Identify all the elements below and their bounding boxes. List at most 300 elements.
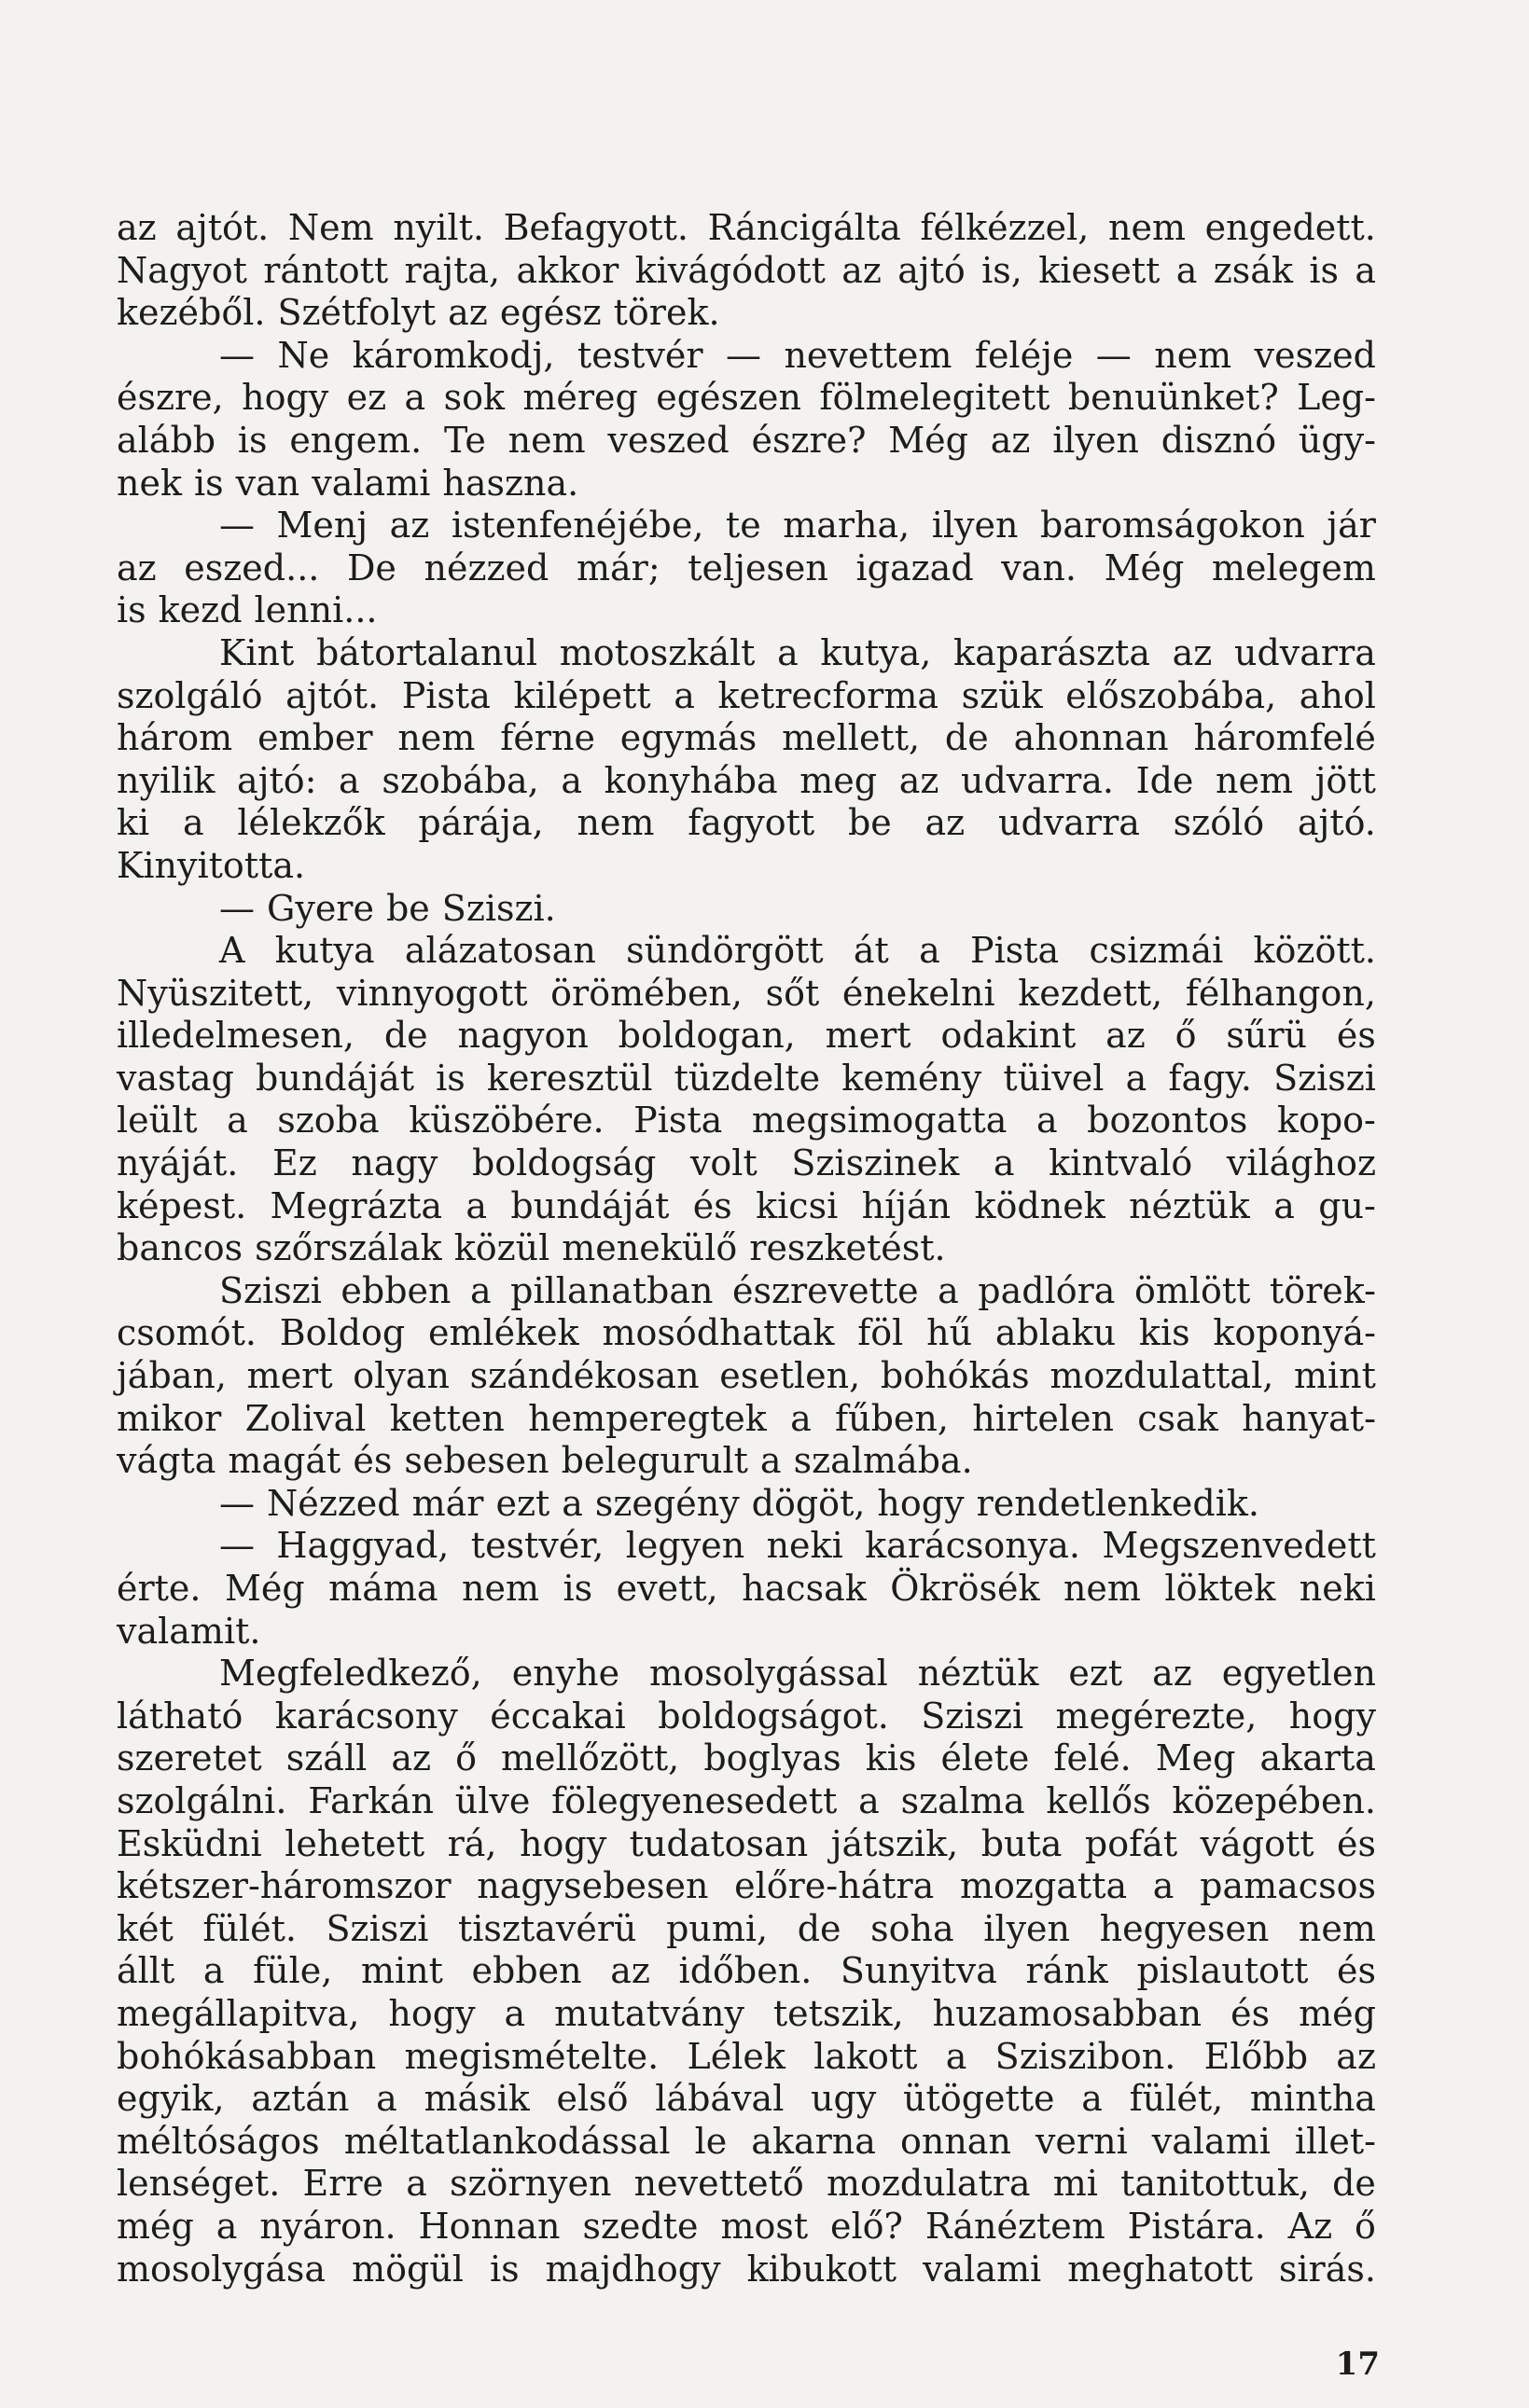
word: szőrszálak <box>255 1227 442 1269</box>
word: Az <box>1287 2205 1333 2247</box>
word: lakott <box>813 2035 918 2077</box>
word: ketten <box>389 1397 505 1439</box>
word: fűben, <box>835 1397 949 1439</box>
word: engedett. <box>1204 207 1376 248</box>
word: egészen <box>656 377 802 419</box>
word: énekelni <box>841 972 995 1014</box>
text-line <box>117 1823 1376 1866</box>
word: mutatvány <box>554 1992 744 2034</box>
word: nagy <box>351 1142 438 1184</box>
word: A <box>219 930 245 972</box>
word: Ránéztem <box>924 2205 1105 2247</box>
word: leült <box>117 1100 198 1142</box>
word: fölmelegitett <box>819 377 1050 419</box>
text-line <box>117 802 1376 845</box>
text-line <box>117 1355 1376 1398</box>
word: valami <box>923 2248 1042 2290</box>
word: az <box>448 292 488 334</box>
word: ahonnan <box>1013 717 1169 759</box>
word: emlékek <box>427 1312 579 1354</box>
word: megállapitva, <box>117 1992 360 2034</box>
word: érte. <box>117 1568 202 1609</box>
word: boldogságot. <box>658 1695 889 1737</box>
word: az <box>117 207 157 248</box>
word: mellett, <box>782 717 921 759</box>
word: Zolival <box>244 1397 367 1439</box>
word: szedte <box>582 2205 699 2247</box>
word: állt <box>117 1950 175 1992</box>
word: éccakai <box>490 1695 626 1737</box>
word: is <box>1309 249 1339 291</box>
word: Te <box>443 419 486 461</box>
word: dögöt, <box>751 1482 866 1524</box>
word: Még <box>888 419 968 461</box>
word: mert <box>246 1355 333 1397</box>
word: rajta, <box>404 249 501 291</box>
word: az <box>1172 631 1213 673</box>
word: hogy <box>520 1822 607 1864</box>
word: a <box>1036 1100 1058 1142</box>
word: pamacsos <box>1200 1865 1376 1907</box>
word: nem <box>577 802 655 844</box>
text-line <box>117 888 1376 931</box>
word: te <box>725 505 761 547</box>
word: Erre <box>302 2163 384 2205</box>
word: a <box>777 631 799 673</box>
word: rá, <box>447 1822 497 1864</box>
word: nem <box>397 717 476 759</box>
text-line <box>117 760 1376 803</box>
word: kaparászta <box>953 631 1150 673</box>
word: Nyüszitett, <box>117 972 314 1014</box>
word: kintvaló <box>1049 1142 1193 1184</box>
word: buta <box>980 1822 1063 1864</box>
word: hű <box>926 1312 973 1354</box>
word: padlóra <box>978 1269 1116 1311</box>
word: jában, <box>117 1355 227 1397</box>
word: már <box>411 1482 484 1524</box>
word: feléje <box>974 334 1074 376</box>
word: karácsony <box>274 1695 458 1737</box>
word: szörnyen <box>450 2163 612 2205</box>
word: megismételte. <box>404 2035 660 2077</box>
word: szalmába. <box>793 1440 973 1482</box>
word: Nem <box>287 207 374 248</box>
word: nem <box>1216 759 1294 801</box>
word: sűrü <box>1226 1015 1308 1057</box>
word: bundáját <box>256 1057 414 1099</box>
text-line <box>117 207 1376 250</box>
word: kopo- <box>1276 1100 1376 1142</box>
word: a <box>759 1440 782 1482</box>
word: ajtó: <box>237 759 317 801</box>
text-line <box>117 589 1376 632</box>
word: ajtó <box>897 249 966 291</box>
word: alább <box>117 419 216 461</box>
word: a <box>938 1269 959 1311</box>
word: nem <box>462 1568 540 1609</box>
word: a <box>1125 1057 1147 1099</box>
word: méreg <box>522 377 638 419</box>
word: nem <box>1298 1907 1376 1949</box>
word: fülét. <box>202 1907 297 1949</box>
word: Menj <box>276 505 368 547</box>
word: Ide <box>1135 759 1194 801</box>
text-line <box>117 1270 1376 1313</box>
word: szobába, <box>382 759 539 801</box>
word: illet- <box>1294 2120 1376 2162</box>
text-line <box>117 1398 1376 1441</box>
word: az <box>841 249 882 291</box>
word: kiesett <box>1038 249 1161 291</box>
word: mozdulattal, <box>1049 1355 1274 1397</box>
text-line <box>117 335 1376 378</box>
word: kutya, <box>820 631 932 673</box>
word: nyilik <box>117 759 215 801</box>
word: ilyen <box>1052 419 1139 461</box>
word: is <box>563 1568 593 1609</box>
word: ő <box>1175 1015 1197 1057</box>
word: Sziszi <box>1273 1057 1376 1099</box>
text-line <box>117 505 1376 547</box>
word: nevettető <box>633 2163 804 2205</box>
word: a <box>919 930 940 972</box>
word: verni <box>1035 2120 1128 2162</box>
text-line <box>117 1058 1376 1100</box>
word: kilépett <box>513 674 651 716</box>
word: a <box>993 1142 1015 1184</box>
word: Megrázta <box>270 1184 443 1226</box>
word: jár <box>1327 505 1376 547</box>
text-line <box>117 1993 1376 2036</box>
word: ilyen <box>931 505 1019 547</box>
word: baromságokon <box>1040 505 1305 547</box>
word: egyetlen <box>1221 1653 1376 1695</box>
word: bancos <box>117 1227 243 1269</box>
text-line <box>117 1440 1376 1483</box>
word: fagyott <box>688 802 815 844</box>
word: Sunyitva <box>840 1950 997 1992</box>
word: hemperegtek <box>528 1397 767 1439</box>
word: mozgatta <box>960 1865 1128 1907</box>
word: megérezte, <box>1055 1695 1258 1737</box>
word: a <box>466 1184 488 1226</box>
word: gu- <box>1318 1184 1376 1226</box>
word: mikor <box>117 1397 222 1439</box>
word: tüivel <box>1003 1057 1105 1099</box>
word: mi <box>1052 2163 1098 2205</box>
word: Befagyott. <box>503 207 689 248</box>
word: sirás. <box>1278 2248 1376 2290</box>
word: és <box>1337 1950 1376 1992</box>
word: két <box>117 1907 174 1949</box>
word: nyáron. <box>259 2205 396 2247</box>
text-line <box>117 1611 1376 1654</box>
word: csak <box>1137 1397 1218 1439</box>
word: között. <box>1253 930 1376 972</box>
word: félhangon, <box>1185 972 1376 1014</box>
word: mellőzött, <box>501 1737 680 1779</box>
word: engem. <box>289 419 423 461</box>
word: mögül <box>352 2248 464 2290</box>
word: valamit. <box>117 1610 261 1652</box>
word: Még <box>224 1568 305 1609</box>
word: észre? <box>751 419 867 461</box>
word: enyhe <box>511 1653 620 1695</box>
word: löktek <box>1164 1568 1276 1609</box>
word: ablaku <box>994 1312 1117 1354</box>
word: ajtót. <box>175 207 270 248</box>
text-line <box>117 2121 1376 2164</box>
word: hogy <box>877 1482 965 1524</box>
word: Ráncigálta <box>707 207 901 248</box>
word: koponyá- <box>1213 1312 1376 1354</box>
word: törek. <box>613 292 720 334</box>
word: tetszik, <box>772 1992 904 2034</box>
word: is <box>489 2248 520 2290</box>
word: tanitottuk, <box>1120 2163 1310 2205</box>
word: ülve <box>454 1779 531 1821</box>
text-line <box>117 973 1376 1016</box>
word: Sziszi <box>326 1907 429 1949</box>
word: rántott <box>263 249 389 291</box>
word: marha, <box>783 505 910 547</box>
word: benuünket? <box>1067 377 1279 419</box>
word: reszketést. <box>749 1227 946 1269</box>
word: szegény <box>594 1482 740 1524</box>
word: van. <box>1001 547 1077 588</box>
word: ajtó. <box>1297 802 1376 844</box>
text-line <box>117 377 1376 420</box>
word: az <box>924 802 966 844</box>
word: van <box>235 462 300 504</box>
word: ebben <box>471 1950 582 1992</box>
word: Sziszi <box>921 1695 1024 1737</box>
word: nek <box>117 462 182 504</box>
word: és <box>692 1184 732 1226</box>
word: Boldog <box>279 1312 406 1354</box>
word: észre, <box>117 377 224 419</box>
word: kis <box>1138 1312 1190 1354</box>
word: megsimogatta <box>751 1100 1008 1142</box>
word: bohókásabban <box>117 2035 377 2077</box>
word: Lélek <box>687 2035 785 2077</box>
word: Honnan <box>418 2205 561 2247</box>
word: szóló <box>1173 802 1265 844</box>
word: Nézzed <box>267 1482 400 1524</box>
word: küszöbére. <box>409 1100 605 1142</box>
word: valami <box>312 462 431 504</box>
text-line <box>117 1653 1376 1695</box>
word: zsák <box>1213 249 1293 291</box>
word: ebben <box>341 1269 452 1311</box>
text-line <box>117 1483 1376 1526</box>
word: akarta <box>1259 1737 1376 1779</box>
word: ügy- <box>1298 419 1376 461</box>
word: hacsak <box>742 1568 867 1609</box>
word: kétszer-háromszor <box>117 1865 452 1907</box>
text-line <box>117 675 1376 718</box>
text-line <box>117 2249 1376 2291</box>
word: boldogság <box>471 1142 657 1184</box>
word: motoszkált <box>559 631 756 673</box>
word: onnan <box>899 2120 1011 2162</box>
word: nagyon <box>457 1015 589 1057</box>
word: elő? <box>830 2205 903 2247</box>
word: Pista <box>970 930 1060 972</box>
word: kemény <box>841 1057 982 1099</box>
word: méltatlankodással <box>343 2120 671 2162</box>
text-line <box>117 2206 1376 2249</box>
text-line <box>117 1312 1376 1355</box>
word: a <box>1273 1184 1295 1226</box>
word: menekülő <box>562 1227 738 1269</box>
word: lenni... <box>254 589 378 631</box>
text-line <box>117 632 1376 675</box>
word: ő <box>1355 2205 1376 2247</box>
word: három <box>117 717 233 759</box>
word: is <box>194 462 224 504</box>
word: Előbb <box>1203 2035 1309 2077</box>
word: időben. <box>678 1950 813 1992</box>
word: kezéből. <box>117 292 266 334</box>
word: száll <box>285 1737 368 1779</box>
word: az <box>117 547 157 588</box>
word: hanyat- <box>1242 1397 1376 1439</box>
word: vágta <box>117 1440 216 1482</box>
word: a <box>562 1482 583 1524</box>
word: ezt <box>1068 1653 1123 1695</box>
word: majdhogy <box>545 2248 721 2290</box>
word: vastag <box>117 1057 234 1099</box>
word: a <box>404 377 426 419</box>
word: olyan <box>353 1355 450 1397</box>
word: istenfenéjébe, <box>451 505 704 547</box>
word: — <box>219 1482 255 1524</box>
text-line <box>117 1227 1376 1270</box>
word: mosolygása <box>117 2248 327 2290</box>
word: Ne <box>277 334 330 376</box>
word: disznó <box>1161 419 1277 461</box>
word: szük <box>961 674 1043 716</box>
word: Leg- <box>1297 377 1376 419</box>
word: le <box>694 2120 728 2162</box>
word: udvarra <box>997 802 1140 844</box>
word: lélekzők <box>237 802 385 844</box>
word: hirtelen <box>972 1397 1114 1439</box>
word: pofát <box>1084 1822 1178 1864</box>
word: háromfelé <box>1193 717 1376 759</box>
word: sok <box>443 377 505 419</box>
text-line <box>117 463 1376 505</box>
word: közül <box>453 1227 550 1269</box>
text-line <box>117 1568 1376 1611</box>
word: Nagyot <box>117 249 247 291</box>
word: jött <box>1314 759 1376 801</box>
word: is <box>117 589 146 631</box>
word: magát <box>228 1440 341 1482</box>
word: férne <box>500 717 595 759</box>
word: másik <box>424 2078 530 2120</box>
word: valami <box>1151 2120 1271 2162</box>
text-line <box>117 547 1376 590</box>
word: kezdett, <box>1018 972 1163 1014</box>
word: konyhába <box>604 759 778 801</box>
word: méltóságos <box>117 2120 320 2162</box>
text-line <box>117 2078 1376 2121</box>
word: híján <box>861 1184 952 1226</box>
word: egymás <box>619 717 758 759</box>
word: a <box>1175 249 1198 291</box>
word: testvér, <box>470 1525 605 1567</box>
word: illedelmesen, <box>117 1015 354 1057</box>
word: is, <box>981 249 1022 291</box>
word: kezd <box>158 589 243 631</box>
word: Még <box>1104 547 1185 588</box>
word: aztán <box>251 2078 350 2120</box>
word: keresztül <box>486 1057 653 1099</box>
word: huzamosabban <box>932 1992 1202 2034</box>
word: ugy <box>811 2078 877 2120</box>
word: a <box>945 2035 967 2077</box>
word: első <box>556 2078 629 2120</box>
word: hogy <box>388 1992 476 2034</box>
word: Sziszibon. <box>994 2035 1176 2077</box>
word: akarna <box>751 2120 876 2162</box>
word: ködnek <box>974 1184 1105 1226</box>
word: Megfeledkező, <box>219 1653 482 1695</box>
word: közepében. <box>1172 1779 1376 1821</box>
word: át <box>853 930 889 972</box>
word: veszed <box>1254 334 1376 376</box>
word: de <box>797 1907 841 1949</box>
word: boldogan, <box>618 1015 796 1057</box>
text-line <box>117 1737 1376 1780</box>
word: néztük <box>917 1653 1039 1695</box>
word: szeretet <box>117 1737 262 1779</box>
word: még <box>1299 1992 1376 2034</box>
word: mert <box>825 1015 911 1057</box>
word: szolgáló <box>117 674 263 716</box>
word: a <box>561 759 583 801</box>
word: a <box>202 1950 225 1992</box>
word: az <box>610 1950 650 1992</box>
word: udvarra <box>1233 631 1376 673</box>
word: Szétfolyt <box>277 292 437 334</box>
word: Sziszi. <box>441 887 556 929</box>
word: akkor <box>516 249 619 291</box>
word: föl <box>857 1312 904 1354</box>
word: evett, <box>616 1568 718 1609</box>
word: ember <box>257 717 373 759</box>
word: lábával <box>655 2078 785 2120</box>
word: boglyas <box>703 1737 841 1779</box>
word: az <box>990 419 1031 461</box>
word: udvarra. <box>960 759 1114 801</box>
word: — <box>219 334 255 376</box>
word: vinnyogott <box>336 972 528 1014</box>
word: haszna. <box>442 462 579 504</box>
word: bátortalanul <box>315 631 538 673</box>
word: egyik, <box>117 2078 225 2120</box>
word: nem <box>1108 207 1187 248</box>
word: hogy <box>242 377 329 419</box>
word: bohókás <box>880 1355 1030 1397</box>
word: sőt <box>765 972 820 1014</box>
word: előre-hátra <box>734 1865 935 1907</box>
word: felé. <box>1053 1737 1132 1779</box>
word: mintha <box>1249 2078 1376 2120</box>
